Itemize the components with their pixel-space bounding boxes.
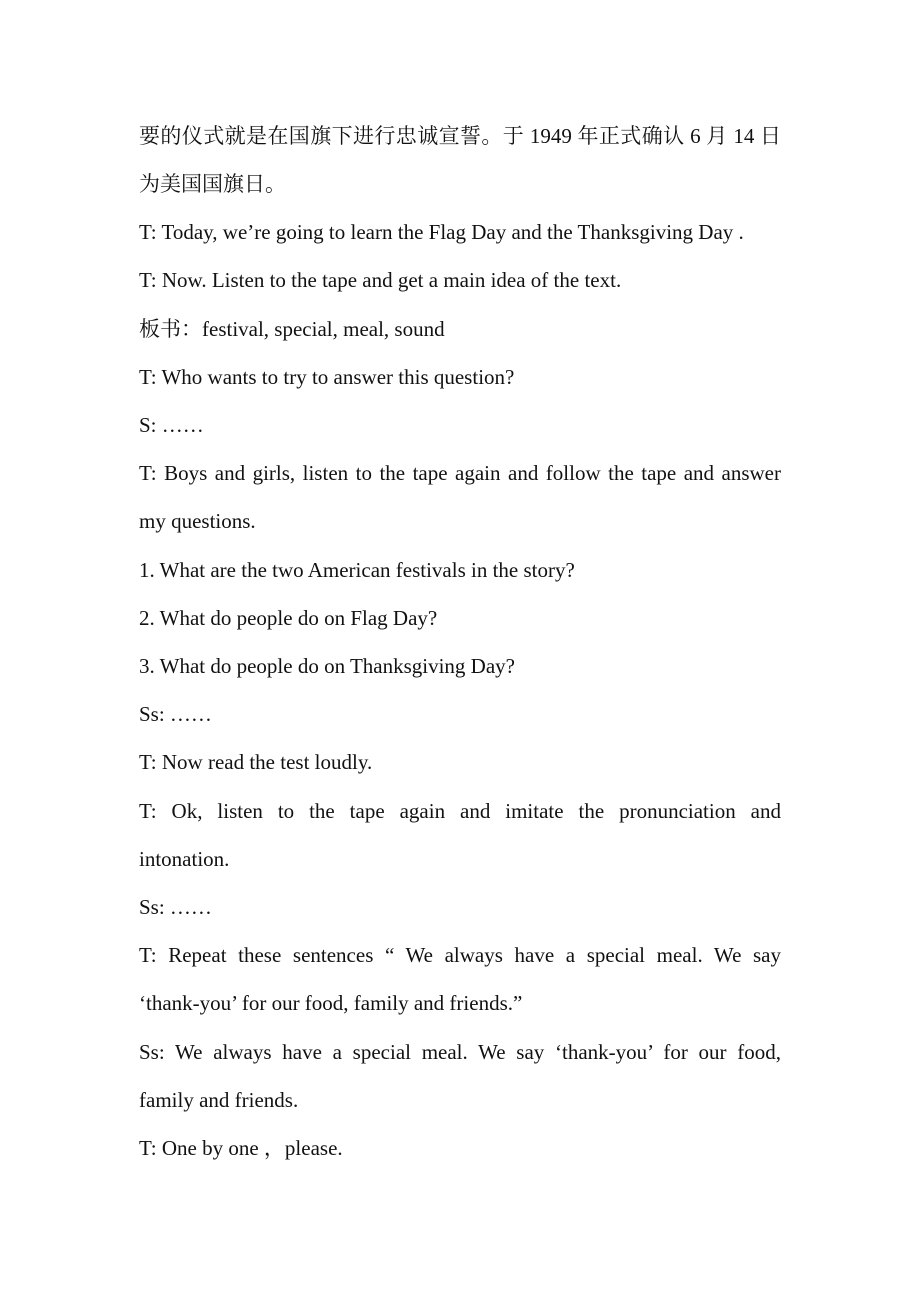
text-line-22: T: One by one ，please. bbox=[139, 1136, 343, 1160]
text-line-1: 要的仪式就是在国旗下进行忠诚宣誓。于 1949 年正式确认 6 月 14 日 bbox=[139, 124, 781, 148]
question-1: 1. What are the two American festivals in the story? bbox=[139, 558, 575, 582]
text-line-14: T: Now read the test loudly. bbox=[139, 750, 373, 774]
students-response-line: Ss: …… bbox=[139, 702, 212, 726]
question-2: 2. What do people do on Flag Day? bbox=[139, 606, 438, 630]
text-line-3: T: Today, we’re going to learn the Flag Day and the Thanksgiving Day . bbox=[139, 220, 744, 244]
text-line-21: family and friends. bbox=[139, 1088, 299, 1112]
text-line-8: T: Boys and girls, listen to the tape again and follow the tape and answer bbox=[139, 461, 781, 485]
text-line-15: T: Ok, listen to the tape again and imitate the pronunciation and bbox=[139, 799, 781, 823]
text-line-16: intonation. bbox=[139, 847, 230, 871]
students-response-line-2: Ss: …… bbox=[139, 895, 212, 919]
text-line-20: Ss: We always have a special meal. We say ‘thank-you’ for our food, bbox=[139, 1040, 781, 1064]
student-response-line: S: …… bbox=[139, 413, 204, 437]
text-line-9: my questions. bbox=[139, 509, 256, 533]
blackboard-vocab-line: 板书：festival, special, meal, sound bbox=[139, 317, 445, 341]
text-line-6: T: Who wants to try to answer this question? bbox=[139, 365, 515, 389]
text-line-2: 为美国国旗日。 bbox=[139, 172, 286, 196]
text-line-4: T: Now. Listen to the tape and get a main idea of the text. bbox=[139, 268, 622, 292]
question-3: 3. What do people do on Thanksgiving Day? bbox=[139, 654, 515, 678]
text-line-18: T: Repeat these sentences “ We always have a special meal. We say bbox=[139, 943, 781, 967]
text-line-19: ‘thank-you’ for our food, family and friends.” bbox=[139, 991, 523, 1015]
